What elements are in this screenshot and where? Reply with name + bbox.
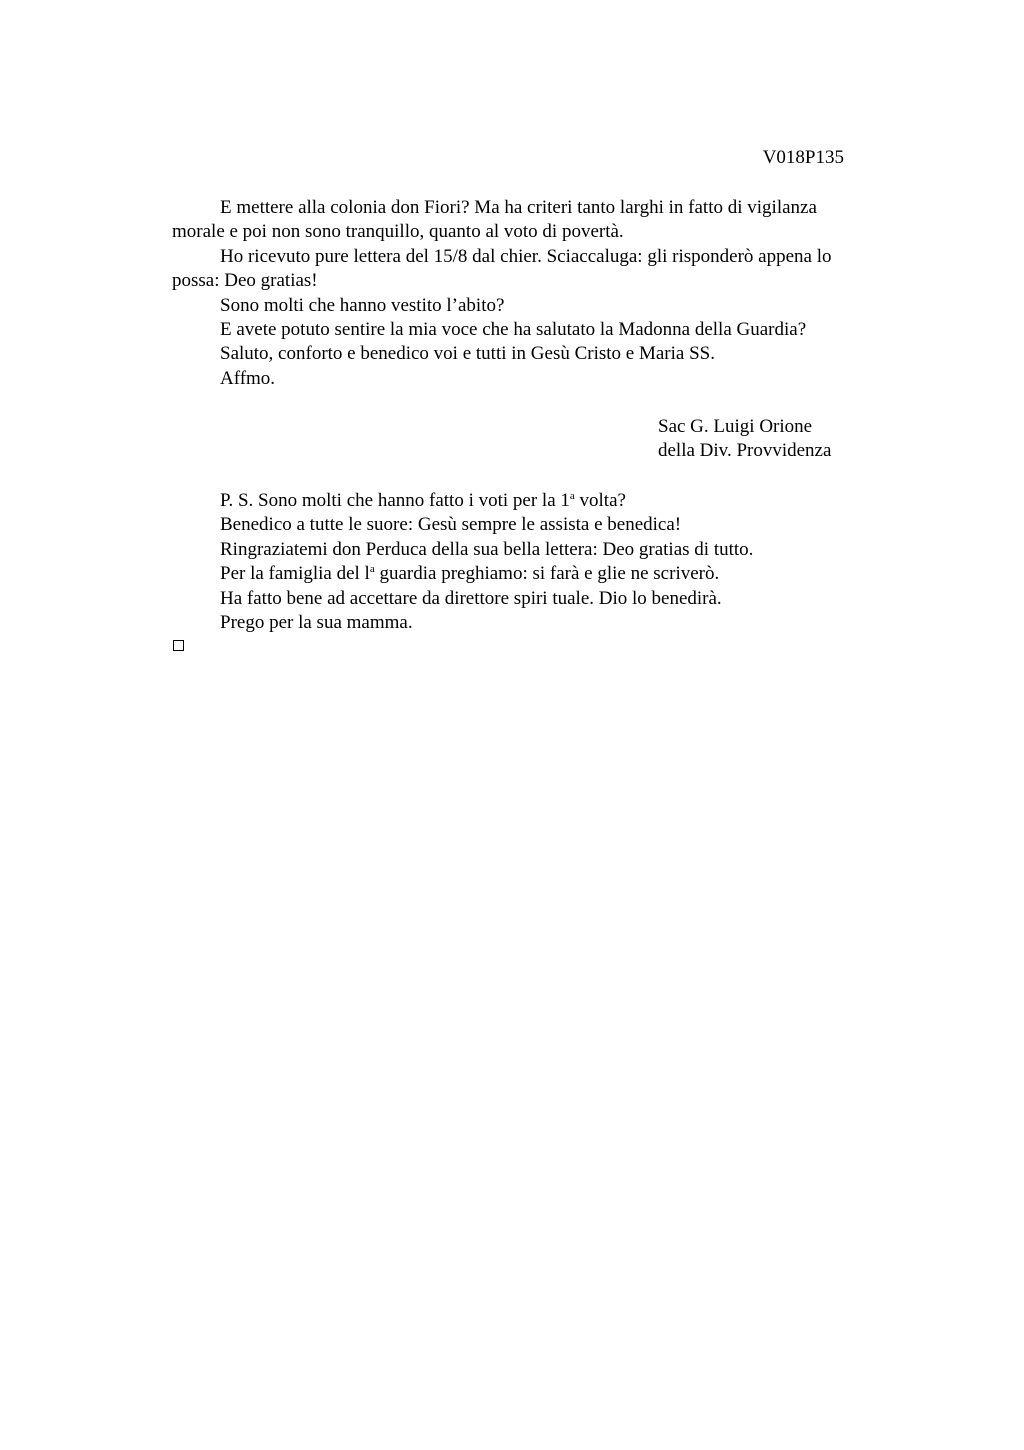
postscript-line [172,489,872,513]
letter-body [172,196,872,391]
postscript-text: P. S. Sono molti che hanno fatto i voti per la 1 [220,490,570,511]
ordinal-superscript: a [369,563,375,576]
postscript-line: Ha fatto bene ad accettare da direttore spiri tuale. Dio lo benedirà. [220,587,722,609]
signature-name: Sac G. Luigi Orione [658,416,813,437]
paragraph: Sono molti che hanno vestito l’abito? [220,294,505,316]
postscript [172,489,872,635]
postscript-line: Benedico a tutte le suore: Gesù sempre le assista e benedica! [220,514,682,536]
postscript-text: volta? [574,490,626,511]
signature-title: della Div. Provvidenza [658,440,832,462]
signature-block [658,415,831,464]
paragraph: Saluto, conforto e benedico voi e tutti in Gesù Cristo e Maria SS. [220,343,715,365]
postscript-line: Prego per la sua mamma. [220,612,413,634]
postscript-text: guardia preghiamo: si farà e glie ne scriverò. [374,563,720,585]
postscript-line [172,562,872,586]
postscript-line: Ringraziatemi don Perduca della sua bella lettera: Deo gratias di tutto. [220,538,754,560]
end-marker-box-icon [173,640,184,651]
paragraph: Ho ricevuto pure lettera del 15/8 dal chier. Sciaccaluga: gli risponderò appena lo possa: Deo gratias! [172,245,832,292]
paragraph: E avete potuto sentire la mia voce che ha salutato la Madonna della Guardia? [220,319,807,341]
ordinal-superscript: a [569,490,575,502]
paragraph: E mettere alla colonia don Fiori? Ma ha criteri tanto larghi in fatto di vigilanza morale e poi non sono tranquillo, quanto al voto di povertà. [172,197,817,243]
postscript-text: Per la famiglia del l [220,563,370,585]
paragraph: Affmo. [220,367,276,389]
page-reference: V018P135 [762,147,844,168]
